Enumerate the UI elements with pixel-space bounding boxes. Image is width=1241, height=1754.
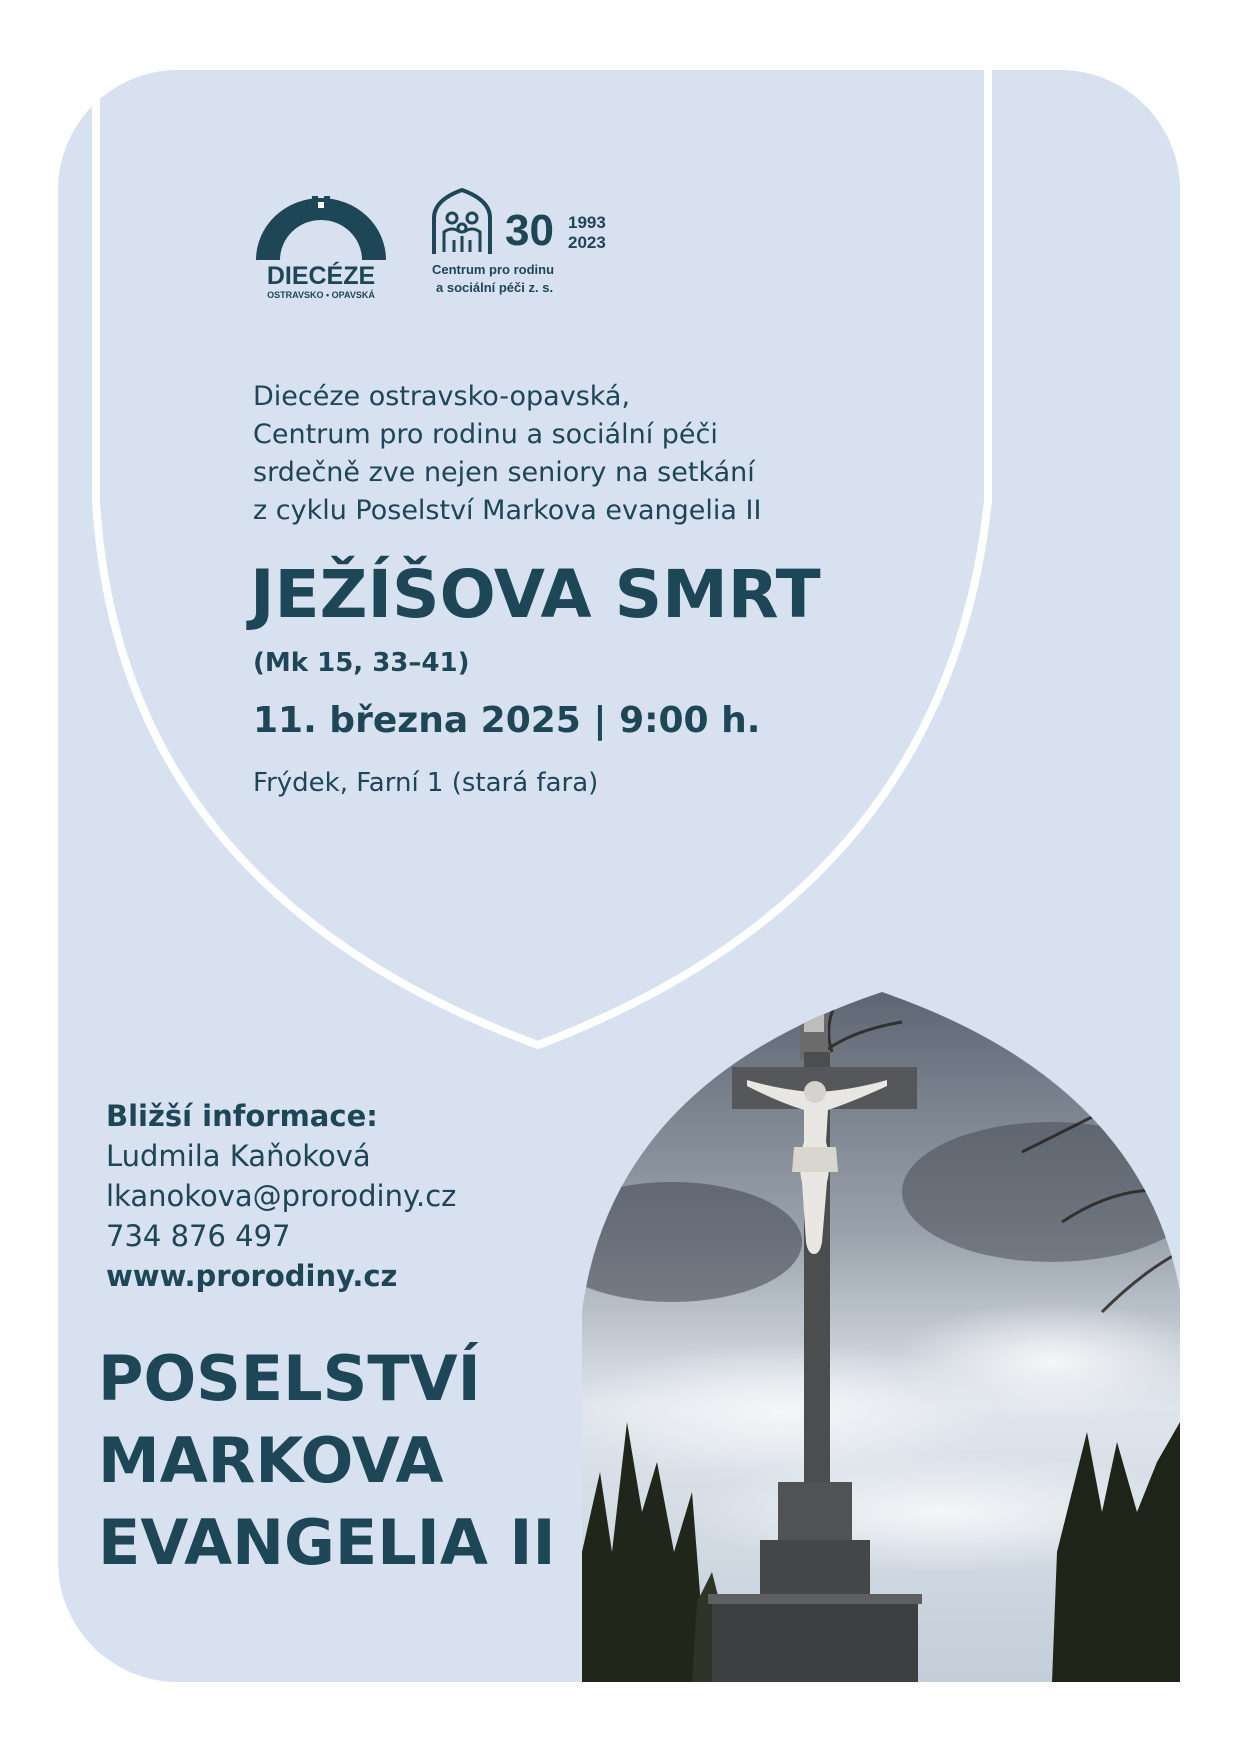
contact-name: Ludmila Kaňoková [106,1139,371,1173]
series-line: EVANGELIA II [98,1506,556,1579]
event-title: JEŽÍŠOVA SMRT [250,556,821,633]
bible-reference: (Mk 15, 33–41) [253,648,470,678]
anniversary-year-start: 1993 [568,213,606,232]
series-title [98,1338,556,1584]
diocese-sub: OSTRAVSKO • OPAVSKÁ [267,290,375,300]
centrum-line1: Centrum pro rodinu [432,262,555,277]
contact-website[interactable]: www.prorodiny.cz [106,1259,398,1293]
diocese-arch-logo [250,192,392,302]
contact-heading: Bližší informace: [106,1099,378,1133]
diocese-name: DIECÉZE [266,262,376,290]
centrum-line2: a sociální péči z. s. [436,280,554,295]
anniversary-year-end: 2023 [568,233,606,252]
crucifix-photo [582,992,1180,1682]
intro-line: Centrum pro rodinu a sociální péči [253,419,718,450]
invitation-text [253,378,873,530]
centrum-family-logo [430,188,620,308]
contact-phone[interactable]: 734 876 497 [106,1219,291,1253]
event-place: Frýdek, Farní 1 (stará fara) [253,768,599,798]
anniversary-number: 30 [505,206,554,255]
event-datetime: 11. března 2025 | 9:00 h. [253,700,761,741]
intro-line: Diecéze ostravsko-opavská, [253,381,631,412]
contact-email[interactable]: lkanokova@prorodiny.cz [106,1179,457,1213]
intro-line: srdečně zve nejen seniory na setkání [253,457,755,488]
series-line: POSELSTVÍ [98,1342,481,1415]
contact-block [106,1096,456,1296]
intro-line: z cyklu Poselství Markova evangelia II [253,495,762,526]
series-line: MARKOVA [98,1424,444,1497]
